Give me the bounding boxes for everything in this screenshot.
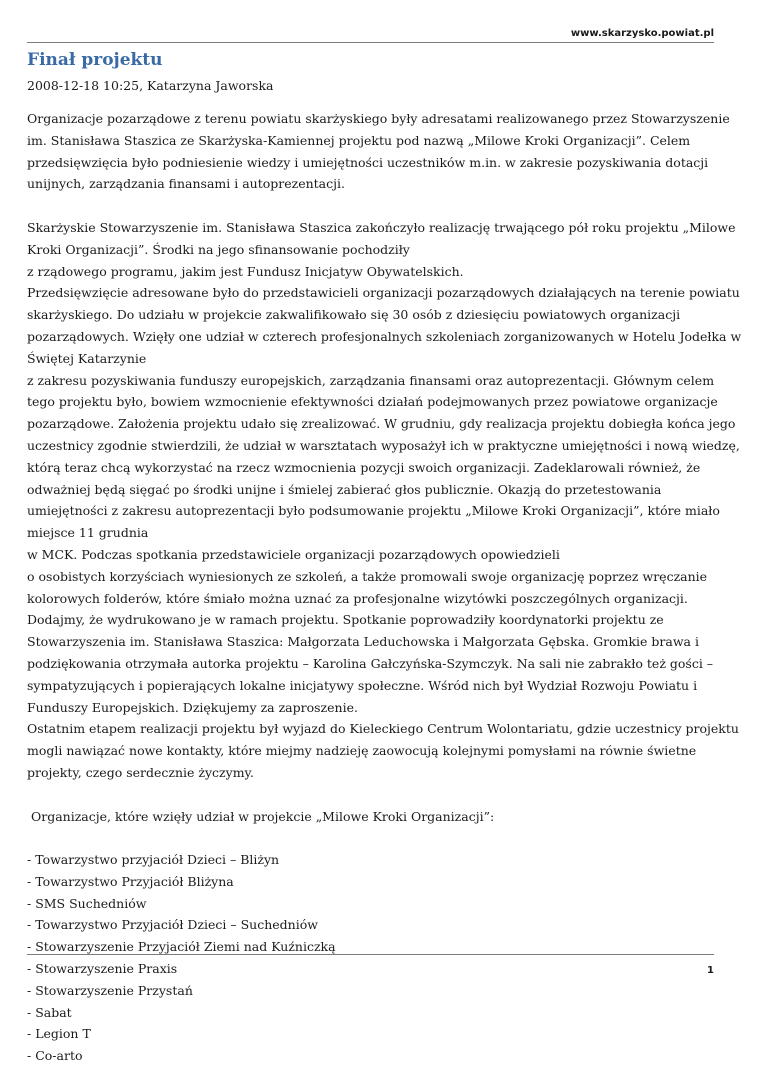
text-line: im. Stanisława Staszica ze Skarżyska-Kamiennej projektu pod nazwą „Milowe Kroki Organizacji”. Celem [27, 132, 691, 148]
paragraph-gap [27, 827, 717, 849]
text-line: pozarządowych. Wzięły one udział w czterech profesjonalnych szkoleniach zorganizowanych w Hotelu Jodełka w [27, 328, 742, 344]
list-item: - SMS Suchedniów [27, 895, 147, 911]
site-url: www.skarzysko.powiat.pl [570, 28, 714, 39]
text-line: z zakresu pozyskiwania funduszy europejskich, zarządzania finansami oraz autoprezentacji. Głównym celem [27, 372, 715, 388]
text-line: sympatyzujących i popierających lokalne inicjatywy społeczne. Wśród nich był Wydział Rozwoju Powiatu i [27, 677, 698, 693]
main-paragraph [27, 217, 742, 784]
text-line: kolorowych folderów, które śmiało można uznać za profesjonalne wizytówki poszczególnych organizacji. [27, 590, 688, 606]
text-line: skarżyskiego. Do udziału w projekcie zakwalifikowało się 30 osób z dziesięciu powiatowych organizacji [27, 307, 681, 323]
text-line: Stowarzyszenia im. Stanisława Staszica: Małgorzata Leduchowska i Małgorzata Gębska. Gromkie brawa i [27, 634, 699, 650]
page-header [27, 0, 714, 43]
list-item: - Stowarzyszenie Praxis [27, 961, 178, 977]
text-line: Skarżyskie Stowarzyszenie im. Stanisława Staszica zakończyło realizację trwającego pół roku projektu „Milowe [27, 219, 736, 235]
text-line: odważniej będą sięgać po środki unijne i śmielej zabierać głos publicznie. Okazją do przetestowania [27, 481, 662, 497]
text-line: uczestnicy zgodnie stwierdzili, że udział w warsztatach wyposażył ich w praktyczne umiejętności i nową wiedzę, [27, 437, 740, 453]
text-line: tego projektu było, bowiem wzmocnienie efektywności działań podejmowanych przez powiatowe organizacje [27, 394, 718, 410]
article-title: Finał projektu [27, 50, 163, 70]
text-line: Przedsięwzięcie adresowane było do przedstawicieli organizacji pozarządowych działających na terenie powiatu [27, 285, 740, 301]
article-meta: 2008-12-18 10:25, Katarzyna Jaworska [27, 78, 274, 93]
text-line: unijnych, zarządzania finansami i autoprezentacji. [27, 176, 345, 192]
text-line: Organizacje pozarządowe z terenu powiatu skarżyskiego były adresatami realizowanego przez Stowarzyszenie [27, 111, 730, 126]
text-line: Kroki Organizacji”. Środki na jego sfinansowanie pochodziły [27, 241, 410, 257]
text-line: z rządowego programu, jakim jest Fundusz Inicjatyw Obywatelskich. [27, 263, 464, 279]
list-item: - Legion T [27, 1026, 91, 1042]
text-line: projekty, czego serdecznie życzymy. [27, 764, 254, 780]
article-body [27, 108, 742, 1067]
text-line: umiejętności z zakresu autoprezentacji było podsumowanie projektu „Milowe Kroki Organizacji”, które miało [27, 503, 720, 519]
list-item: - Towarzystwo przyjaciół Dzieci – Bliżyn [27, 852, 280, 868]
paragraph-gap [27, 195, 717, 217]
text-line: Funduszy Europejskich. Dziękujemy za zaproszenie. [27, 699, 358, 715]
list-item: - Co-arto [27, 1048, 83, 1064]
text-line: o osobistych korzyściach wyniesionych ze szkoleń, a także promowali swoje organizację poprzez wręczanie [27, 568, 708, 584]
article [27, 48, 742, 1067]
paragraph-gap [27, 784, 717, 806]
text-line: miejsce 11 grudnia [27, 525, 149, 541]
text-line: podziękowania otrzymała autorka projektu – Karolina Gałczyńska-Szymczyk. Na sali nie zabrakło też gości – [27, 655, 714, 671]
organizations-list [27, 849, 717, 1067]
text-line: mogli nawiązać nowe kontakty, które miejmy nadzieję zaowocują kolejnymi pomysłami na równie świetne [27, 743, 697, 759]
text-line: Dodajmy, że wydrukowano je w ramach projektu. Spotkanie poprowadziły koordynatorki projektu ze [27, 612, 664, 628]
page-number: 1 [707, 965, 714, 976]
list-item: - Towarzystwo Przyjaciół Bliżyna [27, 873, 234, 889]
text-line: pozarządowe. Założenia projektu udało się zrealizować. W grudniu, gdy realizacja projektu dobiegła końca jego [27, 416, 736, 432]
list-item: - Stowarzyszenie Przystań [27, 982, 193, 998]
text-line: Świętej Katarzynie [27, 350, 147, 366]
list-item: - Stowarzyszenie Przyjaciół Ziemi nad Kuźniczką [27, 939, 336, 955]
text-line: w MCK. Podczas spotkania przedstawiciele organizacji pozarządowych opowiedzieli [27, 546, 560, 562]
text-line: Ostatnim etapem realizacji projektu był wyjazd do Kieleckiego Centrum Wolontariatu, gdzie uczestnicy projektu [27, 721, 739, 737]
list-item: - Towarzystwo Przyjaciół Dzieci – Suchedniów [27, 917, 318, 933]
list-item: - Sabat [27, 1004, 72, 1020]
text-line: którą teraz chcą wykorzystać na rzecz wzmocnienia pozycji swoich organizacji. Zadeklarowali również, że [27, 459, 701, 475]
list-intro: Organizacje, które wzięły udział w projekcie „Milowe Kroki Organizacji”: [27, 808, 495, 824]
text-line: przedsięwzięcia było podniesienie wiedzy i umiejętności uczestników m.in. w zakresie pozyskiwania dotacji [27, 154, 709, 170]
intro-paragraph [27, 108, 730, 195]
